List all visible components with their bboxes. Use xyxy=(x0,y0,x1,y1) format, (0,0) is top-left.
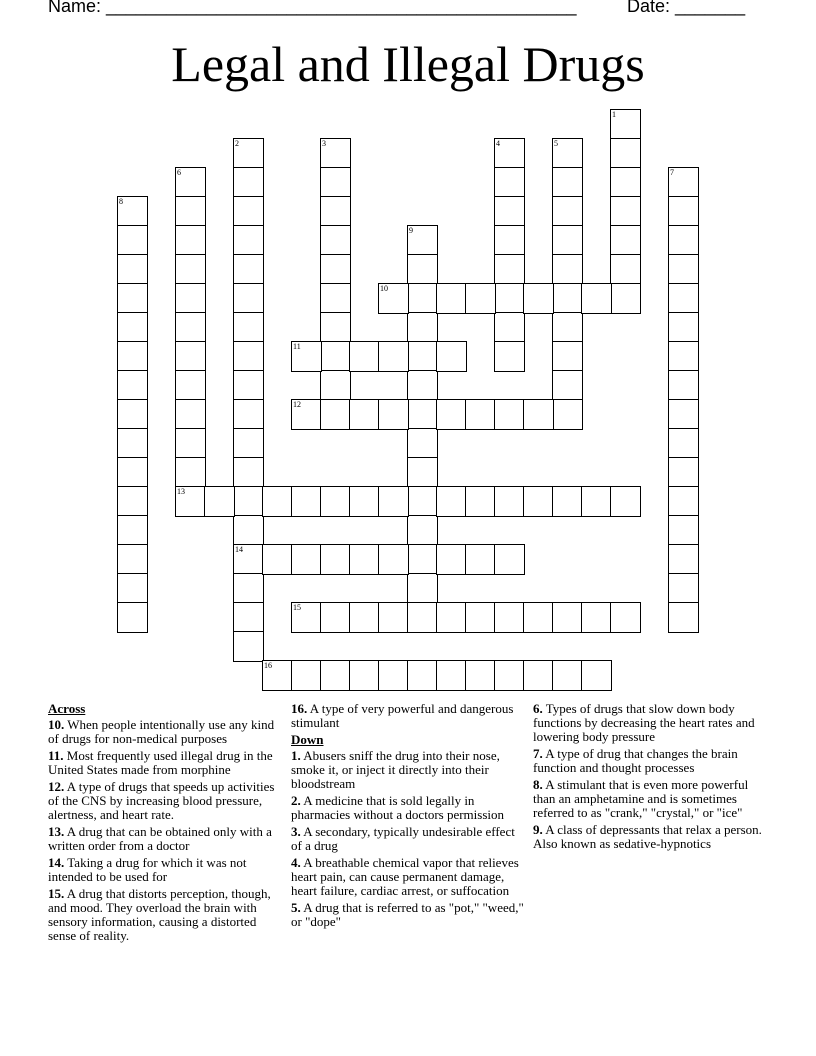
crossword-cell[interactable] xyxy=(610,283,641,314)
clue-down-8 xyxy=(533,778,765,820)
crossword-cell[interactable] xyxy=(494,283,525,314)
crossword-cell[interactable] xyxy=(436,544,467,575)
crossword-cell[interactable] xyxy=(494,254,525,285)
clue-number: 3. xyxy=(291,824,301,839)
crossword-cell[interactable] xyxy=(465,544,496,575)
crossword-cell[interactable] xyxy=(668,602,699,633)
crossword-cell[interactable] xyxy=(117,602,148,633)
crossword-cell[interactable] xyxy=(117,225,148,256)
cell-number: 1 xyxy=(612,110,616,119)
crossword-cell[interactable] xyxy=(117,370,148,401)
crossword-cell[interactable] xyxy=(349,399,380,430)
crossword-cell[interactable] xyxy=(668,457,699,488)
cell-number: 10 xyxy=(380,284,388,293)
clues-column-2 xyxy=(291,702,527,932)
crossword-cell[interactable] xyxy=(117,341,148,372)
crossword-cell[interactable] xyxy=(175,341,206,372)
crossword-cell[interactable] xyxy=(494,602,525,633)
crossword-cell[interactable] xyxy=(233,602,264,633)
crossword-cell[interactable] xyxy=(233,196,264,227)
clue-number: 11. xyxy=(48,748,64,763)
crossword-cell[interactable] xyxy=(494,341,525,372)
crossword-cell[interactable] xyxy=(407,602,438,633)
crossword-cell[interactable] xyxy=(610,109,641,140)
crossword-cell[interactable] xyxy=(668,370,699,401)
clue-text: A drug that is referred to as "pot," "weed," or "dope" xyxy=(291,900,524,929)
clue-across-12 xyxy=(48,780,280,822)
cell-number: 5 xyxy=(554,139,558,148)
cell-number: 8 xyxy=(119,197,123,206)
crossword-cell[interactable] xyxy=(262,486,293,517)
crossword-cell[interactable] xyxy=(233,138,264,169)
crossword-cell[interactable] xyxy=(436,341,467,372)
clue-text: A class of depressants that relax a person. Also known as sedative-hypnotics xyxy=(533,822,762,851)
clue-text: Abusers sniff the drug into their nose, smoke it, or inject it directly into their bloodstream xyxy=(291,748,500,791)
clue-number: 12. xyxy=(48,779,65,794)
crossword-cell[interactable] xyxy=(320,312,351,343)
page-title: Legal and Illegal Drugs xyxy=(171,36,645,92)
crossword-cell[interactable] xyxy=(233,544,264,575)
crossword-cell[interactable] xyxy=(320,225,351,256)
crossword-cell[interactable] xyxy=(291,602,322,633)
crossword-cell[interactable] xyxy=(407,370,438,401)
crossword-cell[interactable] xyxy=(407,660,438,691)
clue-text: A secondary, typically undesirable effect of a drug xyxy=(291,824,515,853)
crossword-cell[interactable] xyxy=(349,544,380,575)
name-line: Name: _______________________________________________ xyxy=(48,0,577,16)
clue-number: 10. xyxy=(48,717,65,732)
crossword-cell[interactable] xyxy=(175,225,206,256)
cell-number: 7 xyxy=(670,168,674,177)
crossword-cell[interactable] xyxy=(175,196,206,227)
crossword-cell[interactable] xyxy=(349,486,380,517)
crossword-cell[interactable] xyxy=(233,428,264,459)
crossword-cell[interactable] xyxy=(465,602,496,633)
crossword-cell[interactable] xyxy=(117,457,148,488)
crossword-cell[interactable] xyxy=(668,399,699,430)
crossword-cell[interactable] xyxy=(233,631,264,662)
crossword-cell[interactable] xyxy=(320,138,351,169)
clue-text: A stimulant that is even more powerful than an amphetamine and is sometimes referred to as "crank," "crystal," or "ice" xyxy=(533,777,749,820)
crossword-cell[interactable] xyxy=(523,486,554,517)
crossword-cell[interactable] xyxy=(668,225,699,256)
clue-down-4 xyxy=(291,856,527,898)
crossword-cell[interactable] xyxy=(378,399,409,430)
crossword-cell[interactable] xyxy=(233,254,264,285)
crossword-cell[interactable] xyxy=(494,167,525,198)
clue-number: 4. xyxy=(291,855,301,870)
crossword-cell[interactable] xyxy=(465,486,496,517)
clue-down-3 xyxy=(291,825,527,853)
crossword-cell[interactable] xyxy=(378,602,409,633)
crossword-cell[interactable] xyxy=(378,486,409,517)
clue-text: A breathable chemical vapor that relieves heart pain, can cause permanent damage, heart failure, cardiac arrest, or suffocation xyxy=(291,855,519,898)
cell-number: 4 xyxy=(496,139,500,148)
crossword-cell[interactable] xyxy=(436,399,467,430)
crossword-cell[interactable] xyxy=(378,660,409,691)
crossword-cell[interactable] xyxy=(175,167,206,198)
crossword-cell[interactable] xyxy=(552,660,583,691)
cell-number: 15 xyxy=(293,603,301,612)
clue-number: 8. xyxy=(533,777,543,792)
clue-across-16 xyxy=(291,702,527,730)
crossword-cell[interactable] xyxy=(668,544,699,575)
crossword-cell[interactable] xyxy=(233,312,264,343)
crossword-cell[interactable] xyxy=(233,167,264,198)
clue-across-11 xyxy=(48,749,280,777)
crossword-cell[interactable] xyxy=(175,283,206,314)
crossword-cell[interactable] xyxy=(494,196,525,227)
crossword-cell[interactable] xyxy=(320,254,351,285)
crossword-cell[interactable] xyxy=(668,515,699,546)
clue-text: Most frequently used illegal drug in the United States made from morphine xyxy=(48,748,273,777)
crossword-cell[interactable] xyxy=(175,457,206,488)
clue-number: 6. xyxy=(533,701,543,716)
crossword-cell[interactable] xyxy=(668,167,699,198)
crossword-cell[interactable] xyxy=(552,341,583,372)
cell-number: 3 xyxy=(322,139,326,148)
clue-number: 5. xyxy=(291,900,301,915)
crossword-cell[interactable] xyxy=(233,399,264,430)
crossword-cell[interactable] xyxy=(668,573,699,604)
crossword-cell[interactable] xyxy=(552,254,583,285)
clue-number: 2. xyxy=(291,793,301,808)
crossword-cell[interactable] xyxy=(291,660,322,691)
crossword-cell[interactable] xyxy=(117,196,148,227)
crossword-cell[interactable] xyxy=(320,486,351,517)
crossword-cell[interactable] xyxy=(494,138,525,169)
crossword-cell[interactable] xyxy=(465,660,496,691)
crossword-cell[interactable] xyxy=(320,370,351,401)
clues-column-3 xyxy=(533,702,765,854)
crossword-cell[interactable] xyxy=(233,341,264,372)
crossword-cell[interactable] xyxy=(610,167,641,198)
crossword-cell[interactable] xyxy=(523,283,554,314)
crossword-cell[interactable] xyxy=(610,225,641,256)
crossword-cell[interactable] xyxy=(552,399,583,430)
crossword-cell[interactable] xyxy=(175,486,206,517)
clue-number: 15. xyxy=(48,886,65,901)
clue-number: 9. xyxy=(533,822,543,837)
crossword-cell[interactable] xyxy=(320,602,351,633)
crossword-cell[interactable] xyxy=(668,196,699,227)
crossword-cell[interactable] xyxy=(204,486,235,517)
clue-down-5 xyxy=(291,901,527,929)
crossword-cell[interactable] xyxy=(668,428,699,459)
crossword-cell[interactable] xyxy=(117,312,148,343)
cell-number: 16 xyxy=(264,661,272,670)
crossword-cell[interactable] xyxy=(117,515,148,546)
crossword-cell[interactable] xyxy=(175,312,206,343)
crossword-cell[interactable] xyxy=(552,138,583,169)
crossword-cell[interactable] xyxy=(494,486,525,517)
crossword-cell[interactable] xyxy=(552,225,583,256)
crossword-cell[interactable] xyxy=(407,544,438,575)
clue-number: 16. xyxy=(291,701,308,716)
clue-across-15 xyxy=(48,887,280,943)
crossword-cell[interactable] xyxy=(668,254,699,285)
crossword-cell[interactable] xyxy=(117,399,148,430)
crossword-cell[interactable] xyxy=(262,544,293,575)
crossword-cell[interactable] xyxy=(407,573,438,604)
crossword-cell[interactable] xyxy=(523,399,554,430)
crossword-cell[interactable] xyxy=(523,660,554,691)
crossword-cell[interactable] xyxy=(378,341,409,372)
crossword-cell[interactable] xyxy=(436,283,467,314)
cell-number: 9 xyxy=(409,226,413,235)
crossword-cell[interactable] xyxy=(407,341,438,372)
crossword-cell[interactable] xyxy=(407,486,438,517)
clue-text: Taking a drug for which it was not intended to be used for xyxy=(48,855,247,884)
cell-number: 13 xyxy=(177,487,185,496)
crossword-cell[interactable] xyxy=(320,283,351,314)
crossword-cell[interactable] xyxy=(407,457,438,488)
cell-number: 12 xyxy=(293,400,301,409)
crossword-cell[interactable] xyxy=(233,370,264,401)
crossword-cell[interactable] xyxy=(233,457,264,488)
date-line: Date: _______ xyxy=(627,0,746,16)
crossword-cell[interactable] xyxy=(610,138,641,169)
crossword-cell[interactable] xyxy=(407,515,438,546)
crossword-cell[interactable] xyxy=(436,602,467,633)
crossword-cell[interactable] xyxy=(407,428,438,459)
crossword-cell[interactable] xyxy=(552,486,583,517)
crossword-cell[interactable] xyxy=(407,225,438,256)
cell-number: 14 xyxy=(235,545,243,554)
crossword-cell[interactable] xyxy=(175,428,206,459)
clue-number: 7. xyxy=(533,746,543,761)
crossword-cell[interactable] xyxy=(668,341,699,372)
crossword-cell[interactable] xyxy=(378,283,409,314)
crossword-cell[interactable] xyxy=(320,660,351,691)
clue-across-10 xyxy=(48,718,280,746)
clue-text: A type of drugs that speeds up activities of the CNS by increasing blood pressure, alertness, and heart rate. xyxy=(48,779,275,822)
clue-text: A drug that distorts perception, though, and mood. They overload the brain with sensory information, causing a distorted sense of reality. xyxy=(48,886,271,943)
clue-text: A type of very powerful and dangerous stimulant xyxy=(291,701,514,730)
clue-text: A drug that can be obtained only with a written order from a doctor xyxy=(48,824,272,853)
cell-number: 6 xyxy=(177,168,181,177)
crossword-cell[interactable] xyxy=(407,283,438,314)
clue-text: When people intentionally use any kind of drugs for non-medical purposes xyxy=(48,717,275,746)
crossword-cell[interactable] xyxy=(436,660,467,691)
crossword-cell[interactable] xyxy=(610,196,641,227)
crossword-cell[interactable] xyxy=(117,573,148,604)
crossword-cell[interactable] xyxy=(465,283,496,314)
crossword-cell[interactable] xyxy=(117,283,148,314)
crossword-cell[interactable] xyxy=(668,486,699,517)
clue-down-6 xyxy=(533,702,765,744)
clue-down-9 xyxy=(533,823,765,851)
crossword-cell[interactable] xyxy=(407,399,438,430)
crossword-cell[interactable] xyxy=(494,312,525,343)
cell-number: 2 xyxy=(235,139,239,148)
clue-across-14 xyxy=(48,856,280,884)
crossword-cell[interactable] xyxy=(668,312,699,343)
crossword-cell[interactable] xyxy=(552,167,583,198)
crossword-cell[interactable] xyxy=(378,544,409,575)
crossword-cell[interactable] xyxy=(552,312,583,343)
crossword-cell[interactable] xyxy=(320,196,351,227)
cell-number: 11 xyxy=(293,342,301,351)
crossword-cell[interactable] xyxy=(581,602,612,633)
crossword-cell[interactable] xyxy=(465,399,496,430)
clue-number: 1. xyxy=(291,748,301,763)
crossword-cell[interactable] xyxy=(291,486,322,517)
across-heading: Across xyxy=(48,701,86,716)
crossword-cell[interactable] xyxy=(320,167,351,198)
crossword-cell[interactable] xyxy=(262,660,293,691)
crossword-cell[interactable] xyxy=(175,254,206,285)
clue-text: A type of drug that changes the brain function and thought processes xyxy=(533,746,738,775)
crossword-cell[interactable] xyxy=(610,602,641,633)
crossword-cell[interactable] xyxy=(320,544,351,575)
clue-text: A medicine that is sold legally in pharmacies without a doctors permission xyxy=(291,793,505,822)
clue-down-7 xyxy=(533,747,765,775)
crossword-cell[interactable] xyxy=(610,254,641,285)
clue-down-1 xyxy=(291,749,527,791)
clue-down-2 xyxy=(291,794,527,822)
clue-across-13 xyxy=(48,825,280,853)
crossword-cell[interactable] xyxy=(320,341,351,372)
crossword-cell[interactable] xyxy=(552,370,583,401)
crossword-cell[interactable] xyxy=(581,486,612,517)
crossword-cell[interactable] xyxy=(175,399,206,430)
crossword-cell[interactable] xyxy=(494,660,525,691)
crossword-cell[interactable] xyxy=(581,660,612,691)
crossword-cell[interactable] xyxy=(407,254,438,285)
crossword-cell[interactable] xyxy=(581,283,612,314)
clue-text: Types of drugs that slow down body functions by decreasing the heart rates and lowering body pressure xyxy=(533,701,755,744)
crossword-cell[interactable] xyxy=(291,341,322,372)
crossword-cell[interactable] xyxy=(117,544,148,575)
crossword-cell[interactable] xyxy=(494,225,525,256)
crossword-cell[interactable] xyxy=(117,486,148,517)
crossword-cell[interactable] xyxy=(552,196,583,227)
crossword-cell[interactable] xyxy=(668,283,699,314)
crossword-cell[interactable] xyxy=(233,283,264,314)
crossword-cell[interactable] xyxy=(523,602,554,633)
down-heading: Down xyxy=(291,732,324,747)
clue-number: 14. xyxy=(48,855,65,870)
crossword-cell[interactable] xyxy=(552,602,583,633)
crossword-cell[interactable] xyxy=(175,370,206,401)
crossword-cell[interactable] xyxy=(407,312,438,343)
crossword-cell[interactable] xyxy=(349,660,380,691)
crossword-cell[interactable] xyxy=(117,254,148,285)
clue-number: 13. xyxy=(48,824,65,839)
crossword-cell[interactable] xyxy=(291,544,322,575)
crossword-cell[interactable] xyxy=(233,573,264,604)
crossword-cell[interactable] xyxy=(233,515,264,546)
clues-column-1 xyxy=(48,702,280,946)
crossword-cell[interactable] xyxy=(436,486,467,517)
crossword-cell[interactable] xyxy=(117,428,148,459)
crossword-cell[interactable] xyxy=(494,399,525,430)
crossword-cell[interactable] xyxy=(349,602,380,633)
crossword-cell[interactable] xyxy=(291,399,322,430)
crossword-cell[interactable] xyxy=(233,486,264,517)
crossword-cell[interactable] xyxy=(233,225,264,256)
crossword-cell[interactable] xyxy=(610,486,641,517)
crossword-cell[interactable] xyxy=(349,341,380,372)
crossword-cell[interactable] xyxy=(552,283,583,314)
crossword-cell[interactable] xyxy=(320,399,351,430)
crossword-cell[interactable] xyxy=(494,544,525,575)
